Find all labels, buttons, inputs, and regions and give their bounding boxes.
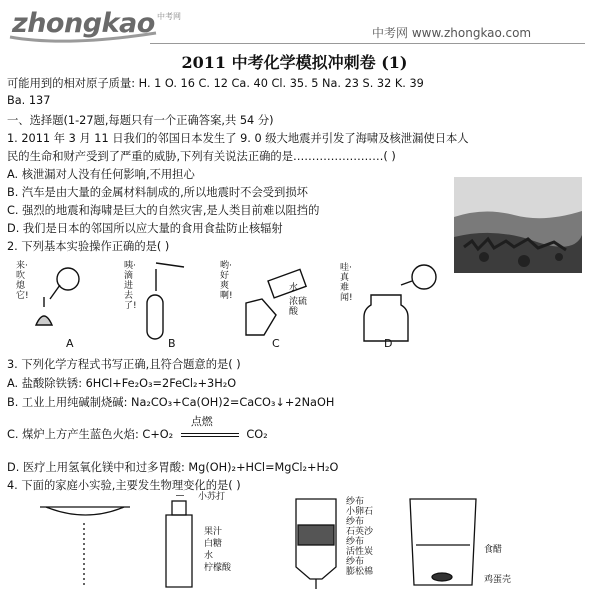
logo-subtitle: 中考网 xyxy=(157,12,181,21)
q2-label-d: D xyxy=(384,337,393,350)
logo-text: zhongkao xyxy=(12,8,155,39)
q3-option-c-product: CO₂ xyxy=(246,428,268,441)
q3-option-d: D. 医疗上用氢氧化镁中和过多胃酸: Mg(OH)₂+HCl=MgCl₂+H₂O xyxy=(7,461,339,474)
equals-sign-icon xyxy=(181,433,239,437)
reaction-arrow xyxy=(181,415,239,437)
q4-home-experiment-figure xyxy=(6,492,541,589)
q3-option-c-text: C. 煤炉上方产生蓝色火焰: C+O₂ xyxy=(7,428,174,441)
q4-c-item-7: 纱布 xyxy=(346,557,365,567)
q4-c-item-4: 石英沙 xyxy=(346,527,374,537)
q2-c-speech: 哟·好爽啊! xyxy=(220,261,233,301)
q2-stem: 2. 下列基本实验操作正确的是( ) xyxy=(7,240,170,253)
q2-lab-figure xyxy=(6,255,438,353)
page-title: 2011 中考化学模拟冲刺卷 (1) xyxy=(181,53,408,72)
q4-c-item-8: 膨松棉 xyxy=(346,567,374,577)
q4-c-item-2: 小卵石 xyxy=(346,507,374,517)
header-divider xyxy=(150,43,585,44)
q1-stem-line2: 民的生命和财产受到了严重的威胁,下列有关说法正确的是……………………( ) xyxy=(7,150,396,163)
q1-option-c: C. 强烈的地震和海啸是巨大的自然灾害,是人类目前难以阻挡的 xyxy=(7,204,320,217)
q1-option-d: D. 我们是日本的邻国所以应大量的食用食盐防止核辐射 xyxy=(7,222,283,235)
q2-label-b: B xyxy=(168,337,176,350)
q4-b-item-4: 柠檬酸 xyxy=(204,563,232,573)
site-link[interactable]: 中考网 www.zhongkao.com xyxy=(372,26,532,40)
section-heading: 一、选择题(1-27题,每题只有一个正确答案,共 54 分) xyxy=(7,114,274,127)
q4-c-item-3: 纱布 xyxy=(346,517,365,527)
tsunami-photo xyxy=(454,177,582,273)
q4-b-top-label: 小苏打 xyxy=(198,492,226,502)
atomic-masses-cont: Ba. 137 xyxy=(7,94,51,107)
q2-c-bottle-label-2: 浓硫酸 xyxy=(289,297,308,317)
reaction-condition: 点燃 xyxy=(190,415,213,428)
q4-c-item-1: 纱布 xyxy=(346,497,365,507)
q4-b-item-1: 果汁 xyxy=(204,527,223,537)
q3-option-c xyxy=(7,415,268,442)
q4-stem: 4. 下面的家庭小实验,主要发生物理变化的是( ) xyxy=(7,479,241,492)
q2-a-speech: 来·吹熄它! xyxy=(16,261,29,301)
q2-d-speech: 哇·真难闻! xyxy=(340,263,353,303)
q4-d-item-1: 食醋 xyxy=(484,545,503,555)
q4-d-item-2: 鸡蛋壳 xyxy=(484,575,512,585)
home-experiments-drawing xyxy=(6,495,541,589)
q2-c-bottle-label-1: 水 xyxy=(289,283,299,293)
atomic-masses: 可能用到的相对原子质量: H. 1 O. 16 C. 12 Ca. 40 Cl. 35. 5 Na. 23 S. 32 K. 39 xyxy=(7,77,424,90)
q2-label-a: A xyxy=(66,337,74,350)
q2-label-c: C xyxy=(272,337,280,350)
q1-option-a: A. 核泄漏对人没有任何影响,不用担心 xyxy=(7,168,195,181)
q4-c-item-6: 活性炭 xyxy=(346,547,374,557)
q4-c-item-5: 纱布 xyxy=(346,537,365,547)
zhongkao-logo[interactable] xyxy=(6,3,216,43)
q3-stem: 3. 下列化学方程式书写正确,且符合题意的是( ) xyxy=(7,358,241,371)
q3-option-b: B. 工业上用纯碱制烧碱: Na₂CO₃+Ca(OH)2=CaCO₃↓+2NaOH xyxy=(7,396,335,409)
q4-b-item-2: 白糖 xyxy=(204,539,223,549)
q3-option-a: A. 盐酸除铁锈: 6HCl+Fe₂O₃=2FeCl₂+3H₂O xyxy=(7,377,237,390)
q1-option-b: B. 汽车是由大量的金属材料制成的,所以地震时不会受到损坏 xyxy=(7,186,308,199)
disaster-scene-image xyxy=(454,177,582,273)
q1-stem-line1: 1. 2011 年 3 月 11 日我们的邻国日本发生了 9. 0 级大地震并引发了海啸及核泄漏使日本人 xyxy=(7,132,469,145)
q2-b-speech: 咦·滴进去了! xyxy=(124,261,137,311)
q4-b-item-3: 水 xyxy=(204,551,214,561)
